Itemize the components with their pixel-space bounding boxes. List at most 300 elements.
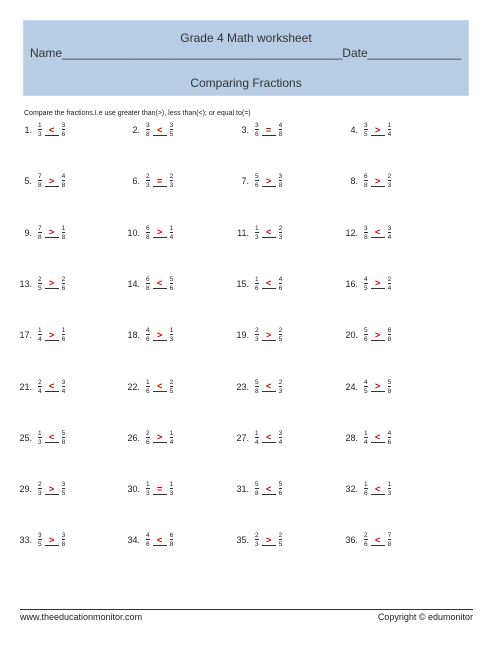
fraction-numerator: 4	[387, 429, 392, 437]
fraction-denominator: 6	[255, 131, 259, 138]
fraction-left	[38, 327, 42, 343]
fraction-numerator: 1	[387, 481, 392, 489]
fraction-numerator: 2	[255, 327, 259, 335]
problem-number: 6.	[132, 176, 140, 187]
fraction-denominator: 8	[169, 541, 174, 549]
fraction-numerator: 4	[146, 327, 150, 335]
fraction-denominator: 4	[61, 387, 66, 395]
fraction-right	[62, 276, 66, 292]
problem-item	[14, 323, 65, 347]
problem-item	[340, 528, 391, 552]
fraction-denominator: 6	[146, 541, 150, 549]
fraction-denominator: 4	[278, 438, 283, 446]
fraction-numerator: 2	[278, 378, 283, 386]
fraction-numerator: 1	[146, 481, 150, 489]
fraction-denominator: 3	[169, 490, 174, 498]
fraction-right	[62, 379, 66, 395]
fraction-left	[38, 276, 42, 292]
worksheet-header	[23, 20, 469, 96]
fraction-denominator: 6	[364, 336, 368, 344]
fraction-denominator: 6	[387, 438, 392, 446]
problem-number: 2.	[132, 125, 140, 135]
problem-item	[231, 118, 282, 142]
fraction-denominator: 8	[278, 182, 283, 190]
comparison-answer: =	[153, 176, 167, 187]
problem-number: 25.	[19, 432, 32, 443]
problem-number: 13.	[19, 278, 32, 289]
fraction-left	[364, 225, 368, 241]
fraction-denominator: 6	[255, 182, 259, 190]
fraction-left	[364, 430, 368, 446]
fraction-denominator: 8	[364, 182, 368, 190]
fraction-numerator: 3	[61, 378, 66, 386]
problem-item	[14, 426, 65, 450]
problem-item	[122, 426, 173, 450]
problem-item	[122, 477, 173, 501]
fraction-left	[255, 379, 259, 395]
fraction-right	[388, 430, 392, 446]
comparison-answer: <	[262, 381, 276, 392]
problem-number: 36.	[345, 535, 358, 546]
problem-number: 4.	[350, 125, 358, 135]
problem-item	[122, 169, 173, 193]
problem-item	[14, 375, 65, 399]
fraction-denominator: 6	[278, 490, 283, 498]
fraction-numerator: 1	[38, 327, 42, 335]
fraction-numerator: 7	[387, 532, 392, 540]
problem-number: 7.	[241, 176, 249, 187]
comparison-answer: >	[371, 330, 385, 341]
fraction-denominator: 8	[278, 131, 283, 138]
comparison-answer: >	[153, 227, 167, 238]
fraction-left	[364, 379, 368, 395]
fraction-left	[146, 225, 150, 241]
comparison-answer: <	[262, 432, 276, 443]
fraction-left	[364, 276, 368, 292]
fraction-numerator: 6	[146, 224, 150, 232]
problem-number: 26.	[127, 432, 140, 443]
problem-number: 11.	[237, 227, 249, 238]
fraction-numerator: 4	[364, 275, 368, 283]
problem-number: 14.	[127, 278, 140, 289]
problem-number: 5.	[24, 176, 32, 187]
comparison-answer: >	[371, 278, 385, 289]
instructions: Compare the fractions.I.e use greater than(>), less than(<); or equal to(=)	[24, 110, 251, 117]
comparison-answer: <	[371, 535, 385, 546]
fraction-numerator: 6	[364, 173, 368, 181]
fraction-numerator: 4	[278, 122, 283, 129]
comparison-answer: <	[153, 278, 167, 289]
fraction-numerator: 4	[61, 173, 66, 181]
fraction-denominator: 3	[38, 490, 42, 498]
fraction-numerator: 3	[278, 173, 283, 181]
fraction-numerator: 3	[61, 532, 66, 540]
fraction-right	[62, 430, 66, 446]
problem-item	[231, 272, 282, 296]
problem-item	[340, 426, 391, 450]
fraction-left	[364, 532, 368, 548]
comparison-answer: >	[45, 535, 59, 546]
comparison-answer: >	[262, 535, 276, 546]
fraction-left	[255, 276, 259, 292]
comparison-answer: >	[153, 432, 167, 443]
problem-item	[14, 528, 65, 552]
fraction-denominator: 3	[255, 541, 259, 549]
fraction-right	[62, 327, 66, 343]
problem-item	[340, 477, 391, 501]
problem-number: 32.	[345, 484, 358, 495]
problem-item	[340, 221, 391, 245]
problem-number: 34.	[127, 535, 140, 546]
problem-number: 29.	[19, 484, 32, 495]
fraction-numerator: 3	[146, 122, 150, 129]
fraction-left	[146, 481, 150, 497]
problem-number: 16.	[345, 278, 358, 289]
fraction-denominator: 5	[61, 490, 66, 498]
fraction-left	[38, 379, 42, 395]
fraction-denominator: 8	[61, 182, 66, 190]
comparison-answer: <	[45, 125, 59, 136]
fraction-right	[388, 225, 392, 241]
fraction-right	[170, 225, 174, 241]
fraction-numerator: 5	[278, 481, 283, 489]
problem-item	[14, 118, 65, 142]
problem-number: 23.	[236, 381, 249, 392]
comparison-answer: >	[153, 330, 167, 341]
fraction-denominator: 3	[255, 233, 259, 241]
fraction-denominator: 5	[38, 541, 42, 549]
comparison-answer: <	[153, 535, 167, 546]
comparison-answer: >	[45, 484, 59, 495]
fraction-right	[279, 173, 283, 189]
fraction-right	[170, 481, 174, 497]
fraction-right	[388, 379, 392, 395]
fraction-denominator: 8	[146, 131, 150, 138]
fraction-right	[388, 327, 392, 343]
fraction-denominator: 6	[61, 284, 66, 292]
comparison-answer: <	[45, 381, 59, 392]
fraction-numerator: 3	[364, 122, 368, 129]
fraction-denominator: 4	[387, 131, 392, 138]
fraction-denominator: 5	[364, 131, 368, 138]
fraction-denominator: 3	[38, 131, 42, 138]
fraction-numerator: 6	[169, 532, 174, 540]
fraction-left	[364, 327, 368, 343]
fraction-numerator: 1	[169, 224, 174, 232]
fraction-right	[279, 532, 283, 548]
fraction-left	[146, 173, 150, 189]
comparison-answer: <	[371, 432, 385, 443]
fraction-right	[170, 430, 174, 446]
comparison-answer: >	[45, 330, 59, 341]
fraction-numerator: 5	[255, 173, 259, 181]
fraction-denominator: 6	[61, 131, 66, 138]
fraction-denominator: 6	[146, 438, 150, 446]
fraction-denominator: 5	[278, 336, 283, 344]
fraction-denominator: 6	[255, 284, 259, 292]
problem-number: 31.	[236, 484, 249, 495]
fraction-right	[388, 173, 392, 189]
fraction-numerator: 5	[169, 275, 174, 283]
fraction-numerator: 1	[169, 481, 174, 489]
fraction-denominator: 8	[38, 233, 42, 241]
fraction-numerator: 3	[255, 122, 259, 129]
comparison-answer: <	[262, 278, 276, 289]
fraction-denominator: 6	[278, 284, 283, 292]
problem-number: 3.	[241, 125, 249, 135]
fraction-numerator: 7	[38, 173, 42, 181]
fraction-numerator: 1	[255, 275, 259, 283]
problem-number: 12.	[345, 227, 358, 238]
fraction-right	[279, 276, 283, 292]
comparison-answer: <	[153, 125, 167, 136]
fraction-left	[38, 532, 42, 548]
fraction-numerator: 2	[169, 173, 174, 181]
comparison-answer: >	[371, 176, 385, 187]
fraction-left	[146, 327, 150, 343]
fraction-denominator: 6	[364, 541, 368, 549]
fraction-denominator: 5	[169, 131, 174, 138]
fraction-numerator: 1	[169, 327, 174, 335]
fraction-right	[279, 122, 283, 138]
fraction-left	[255, 327, 259, 343]
comparison-answer: >	[262, 176, 276, 187]
fraction-right	[62, 122, 66, 138]
problem-item	[340, 272, 391, 296]
comparison-answer: >	[371, 381, 385, 392]
comparison-answer: >	[262, 330, 276, 341]
problem-item	[231, 528, 282, 552]
problem-item	[340, 118, 391, 142]
fraction-denominator: 4	[255, 438, 259, 446]
fraction-numerator: 3	[169, 122, 174, 129]
problem-number: 28.	[345, 432, 358, 443]
fraction-denominator: 8	[387, 387, 392, 395]
fraction-denominator: 4	[38, 336, 42, 344]
fraction-numerator: 2	[387, 173, 392, 181]
problem-number: 21.	[19, 381, 32, 392]
problem-item	[14, 169, 65, 193]
fraction-numerator: 2	[38, 378, 42, 386]
fraction-left	[146, 122, 150, 138]
fraction-denominator: 6	[364, 490, 368, 498]
fraction-left	[146, 532, 150, 548]
fraction-left	[38, 481, 42, 497]
fraction-left	[38, 122, 42, 138]
fraction-numerator: 2	[146, 429, 150, 437]
fraction-denominator: 6	[146, 336, 150, 344]
fraction-denominator: 5	[278, 541, 283, 549]
fraction-numerator: 6	[146, 275, 150, 283]
fraction-numerator: 2	[38, 275, 42, 283]
fraction-right	[388, 122, 392, 138]
fraction-left	[255, 225, 259, 241]
problem-item	[122, 118, 173, 142]
comparison-answer: >	[45, 278, 59, 289]
fraction-denominator: 6	[61, 336, 66, 344]
fraction-denominator: 4	[387, 233, 392, 241]
fraction-denominator: 8	[387, 541, 392, 549]
fraction-numerator: 2	[387, 275, 392, 283]
fraction-right	[62, 481, 66, 497]
fraction-numerator: 1	[364, 429, 368, 437]
problem-item	[340, 375, 391, 399]
fraction-left	[255, 481, 259, 497]
fraction-numerator: 2	[364, 532, 368, 540]
footer-copyright: Copyright © edumonitor	[377, 612, 473, 622]
fraction-numerator: 3	[61, 122, 66, 129]
fraction-numerator: 1	[255, 429, 259, 437]
fraction-numerator: 1	[387, 122, 392, 129]
fraction-numerator: 2	[61, 275, 66, 283]
fraction-numerator: 1	[38, 429, 42, 437]
fraction-left	[146, 276, 150, 292]
fraction-numerator: 4	[364, 378, 368, 386]
fraction-numerator: 3	[38, 532, 42, 540]
problem-item	[231, 375, 282, 399]
fraction-denominator: 3	[278, 387, 283, 395]
problem-number: 22.	[127, 381, 140, 392]
fraction-denominator: 3	[169, 336, 174, 344]
fraction-left	[364, 122, 368, 138]
fraction-left	[255, 532, 259, 548]
fraction-denominator: 8	[255, 490, 259, 498]
fraction-denominator: 8	[364, 233, 368, 241]
fraction-denominator: 5	[38, 284, 42, 292]
problem-item	[231, 323, 282, 347]
fraction-right	[388, 532, 392, 548]
fraction-numerator: 4	[146, 532, 150, 540]
fraction-right	[170, 122, 174, 138]
fraction-right	[279, 379, 283, 395]
comparison-answer: =	[262, 125, 276, 136]
problem-item	[231, 477, 282, 501]
fraction-denominator: 3	[255, 336, 259, 344]
fraction-numerator: 1	[146, 378, 150, 386]
fraction-right	[62, 173, 66, 189]
problem-number: 15.	[236, 278, 249, 289]
comparison-answer: <	[262, 227, 276, 238]
problem-number: 1.	[24, 125, 32, 135]
problem-number: 17.	[19, 330, 32, 341]
fraction-denominator: 3	[38, 438, 42, 446]
fraction-numerator: 1	[61, 327, 66, 335]
problem-item	[122, 528, 173, 552]
fraction-denominator: 8	[61, 233, 66, 241]
fraction-numerator: 2	[146, 173, 150, 181]
fraction-numerator: 1	[61, 224, 66, 232]
problem-item	[231, 221, 282, 245]
comparison-answer: =	[153, 484, 167, 495]
fraction-denominator: 3	[278, 233, 283, 241]
problem-number: 20.	[345, 330, 358, 341]
fraction-denominator: 4	[38, 387, 42, 395]
fraction-right	[170, 276, 174, 292]
problem-number: 27.	[236, 432, 249, 443]
fraction-denominator: 3	[387, 490, 392, 498]
fraction-denominator: 3	[387, 182, 392, 190]
fraction-numerator: 1	[38, 122, 42, 129]
fraction-right	[388, 481, 392, 497]
comparison-answer: >	[45, 227, 59, 238]
fraction-denominator: 4	[387, 284, 392, 292]
fraction-right	[279, 225, 283, 241]
fraction-right	[388, 276, 392, 292]
fraction-numerator: 2	[278, 224, 283, 232]
fraction-left	[364, 173, 368, 189]
fraction-right	[170, 173, 174, 189]
comparison-answer: <	[45, 432, 59, 443]
fraction-left	[38, 430, 42, 446]
fraction-denominator: 8	[387, 336, 392, 344]
fraction-denominator: 8	[38, 182, 42, 190]
fraction-denominator: 8	[255, 387, 259, 395]
fraction-right	[279, 430, 283, 446]
name-date-line: Name__________________________________________Date______________	[30, 46, 462, 60]
fraction-numerator: 2	[278, 532, 283, 540]
fraction-denominator: 6	[169, 284, 174, 292]
fraction-numerator: 5	[387, 378, 392, 386]
problem-item	[14, 221, 65, 245]
worksheet-title: Grade 4 Math worksheet	[180, 31, 312, 45]
problem-item	[231, 169, 282, 193]
comparison-answer: <	[153, 381, 167, 392]
fraction-left	[255, 430, 259, 446]
fraction-numerator: 5	[61, 429, 66, 437]
fraction-numerator: 5	[255, 378, 259, 386]
problem-number: 35.	[236, 535, 249, 546]
fraction-left	[38, 173, 42, 189]
fraction-numerator: 4	[278, 275, 283, 283]
fraction-numerator: 3	[278, 429, 283, 437]
fraction-right	[62, 532, 66, 548]
fraction-left	[146, 379, 150, 395]
comparison-answer: <	[371, 227, 385, 238]
problem-number: 33.	[19, 535, 32, 546]
footer-website: www.theeducationmonitor.com	[20, 612, 143, 622]
fraction-left	[364, 481, 368, 497]
problem-number: 30.	[127, 484, 140, 495]
fraction-numerator: 6	[387, 327, 392, 335]
problem-number: 19.	[236, 330, 249, 341]
problem-item	[122, 323, 173, 347]
fraction-denominator: 4	[169, 233, 174, 241]
fraction-numerator: 2	[169, 378, 174, 386]
fraction-denominator: 3	[169, 182, 174, 190]
problem-item	[340, 169, 391, 193]
footer-divider	[20, 609, 473, 610]
fraction-numerator: 7	[38, 224, 42, 232]
fraction-numerator: 3	[364, 224, 368, 232]
problem-number: 9.	[24, 227, 32, 238]
fraction-denominator: 4	[169, 438, 174, 446]
worksheet-subtitle: Comparing Fractions	[190, 76, 302, 90]
problem-item	[14, 477, 65, 501]
fraction-numerator: 3	[61, 481, 66, 489]
fraction-numerator: 2	[255, 532, 259, 540]
problem-item	[340, 323, 391, 347]
fraction-numerator: 1	[364, 481, 368, 489]
problem-number: 18.	[127, 330, 140, 341]
fraction-denominator: 5	[169, 387, 174, 395]
fraction-left	[255, 173, 259, 189]
fraction-denominator: 8	[146, 284, 150, 292]
problem-number: 10.	[127, 227, 140, 238]
fraction-right	[279, 327, 283, 343]
fraction-left	[146, 430, 150, 446]
fraction-denominator: 3	[146, 490, 150, 498]
fraction-numerator: 2	[278, 327, 283, 335]
